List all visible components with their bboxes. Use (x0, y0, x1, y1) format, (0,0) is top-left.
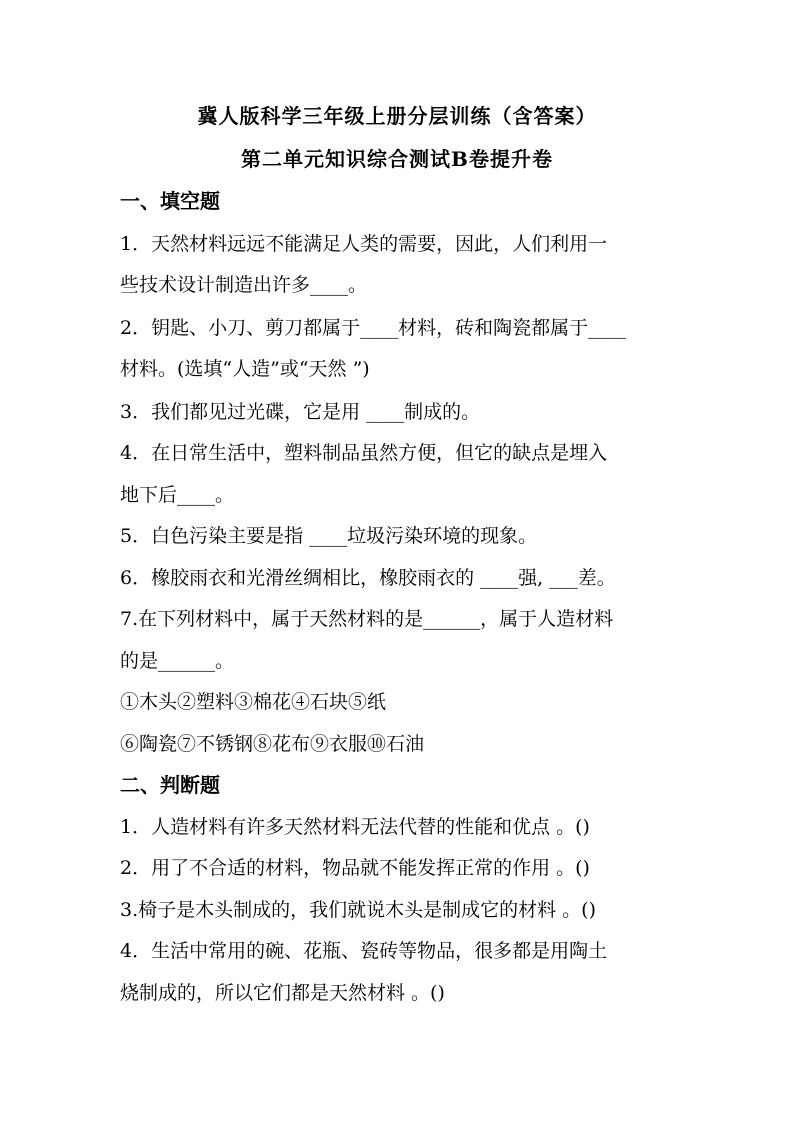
question-line: 3.椅子是木头制成的，我们就说木头是制成它的材料 。() (120, 899, 596, 921)
option-list: ①木头②塑料③棉花④石块⑤纸 (120, 691, 387, 713)
question-line: 1．天然材料远远不能满足人类的需要，因此，人们利用一 (120, 233, 608, 255)
question-line: 些技术设计制造出许多____。 (120, 274, 368, 296)
question-line: 4．生活中常用的碗、花瓶、瓷砖等物品，很多都是用陶土 (120, 940, 608, 962)
question-line: 材料。(选填“人造”或“天然 ”) (120, 358, 370, 380)
question-line: 2．钥匙、小刀、剪刀都属于____材料，砖和陶瓷都属于____ (120, 317, 627, 339)
question-line: 7.在下列材料中，属于天然材料的是______，属于人造材料 (120, 608, 614, 630)
question-line: 5．白色污染主要是指 ____垃圾污染环境的现象。 (120, 525, 538, 547)
question-line: 4．在日常生活中，塑料制品虽然方便，但它的缺点是埋入 (120, 442, 608, 464)
question-line: 的是______。 (120, 650, 235, 672)
question-line: 3．我们都见过光碟，它是用 ____制成的。 (120, 401, 481, 423)
question-line: 2．用了不合适的材料，物品就不能发挥正常的作用 。() (120, 857, 590, 879)
option-list: ⑥陶瓷⑦不锈钢⑧花布⑨衣服⑩石油 (120, 733, 425, 755)
question-line: 1．人造材料有许多天然材料无法代替的性能和优点 。() (120, 816, 590, 838)
question-line: 地下后____。 (120, 484, 235, 506)
section-heading-true-false: 二、判断题 (120, 773, 220, 797)
question-line: 烧制成的，所以它们都是天然材料 。() (120, 982, 445, 1004)
section-heading-fill-blank: 一、填空题 (120, 189, 220, 213)
page-subtitle: 第二单元知识综合测试B卷提升卷 (241, 147, 553, 171)
page-title: 冀人版科学三年级上册分层训练（含答案） (197, 104, 597, 128)
question-line: 6．橡胶雨衣和光滑丝绸相比，橡胶雨衣的 ____强, ___差。 (120, 567, 616, 589)
